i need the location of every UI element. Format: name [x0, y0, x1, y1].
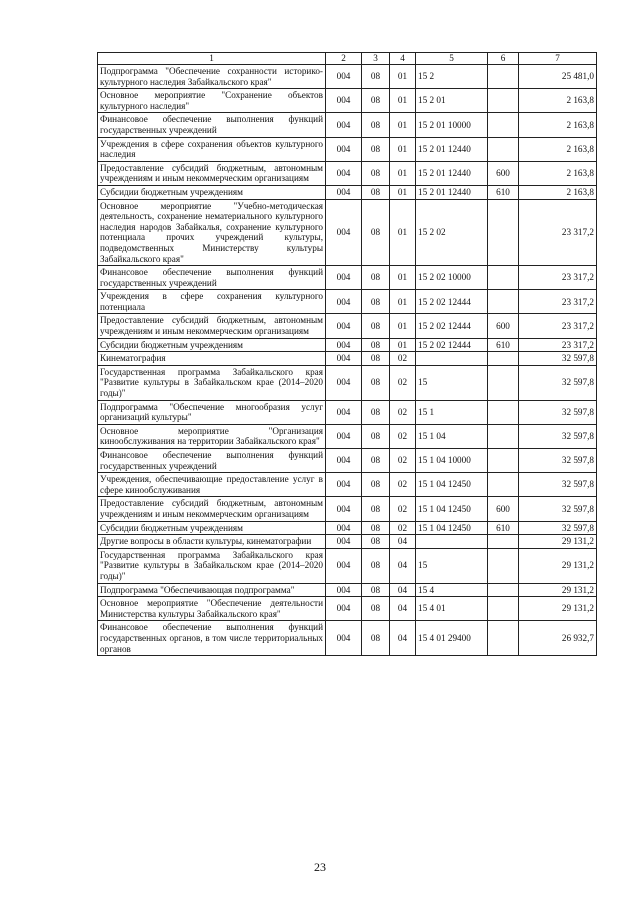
row-amount-cell: 23 317,2: [519, 338, 597, 352]
row-expense-type-cell: [488, 266, 519, 290]
row-name-cell: Финансовое обеспечение выполнения функций государственных учреждений: [98, 266, 326, 290]
row-name-cell: Подпрограмма "Обеспечение сохранности историко-культурного наследия Забайкальского края": [98, 65, 326, 89]
row-grbs-cell: 004: [326, 352, 362, 366]
row-amount-cell: 32 597,8: [519, 473, 597, 497]
row-name-cell: Учреждения, обеспечивающие предоставление услуг в сфере кинообслуживания: [98, 473, 326, 497]
row-subsection-cell: 02: [390, 497, 416, 521]
row-subsection-cell: 04: [390, 597, 416, 621]
row-target-code-cell: [416, 352, 488, 366]
row-amount-cell: 23 317,2: [519, 314, 597, 338]
row-expense-type-cell: 600: [488, 314, 519, 338]
row-expense-type-cell: [488, 290, 519, 314]
row-amount-cell: 32 597,8: [519, 365, 597, 400]
row-section-cell: 08: [362, 424, 390, 448]
budget-table: [97, 52, 597, 656]
row-section-cell: 08: [362, 290, 390, 314]
column-header-2: 2: [326, 53, 362, 65]
table-row: [98, 113, 597, 137]
row-section-cell: 08: [362, 521, 390, 535]
row-name-cell: Подпрограмма "Обеспечение многообразия услуг организаций культуры": [98, 400, 326, 424]
row-name-cell: Субсидии бюджетным учреждениям: [98, 185, 326, 199]
row-target-code-cell: 15 4 01 29400: [416, 621, 488, 656]
row-expense-type-cell: [488, 113, 519, 137]
table-row: [98, 400, 597, 424]
row-name-cell: Основное мероприятие "Сохранение объектов культурного наследия": [98, 89, 326, 113]
row-expense-type-cell: [488, 473, 519, 497]
table-row: [98, 583, 597, 597]
row-target-code-cell: 15 2 01 12440: [416, 161, 488, 185]
row-amount-cell: 32 597,8: [519, 497, 597, 521]
row-subsection-cell: 04: [390, 548, 416, 583]
row-grbs-cell: 004: [326, 338, 362, 352]
row-grbs-cell: 004: [326, 137, 362, 161]
row-expense-type-cell: [488, 199, 519, 266]
row-target-code-cell: 15 4: [416, 583, 488, 597]
row-expense-type-cell: [488, 597, 519, 621]
column-header-4: 4: [390, 53, 416, 65]
row-subsection-cell: 01: [390, 185, 416, 199]
row-amount-cell: 23 317,2: [519, 266, 597, 290]
table-row: [98, 266, 597, 290]
row-section-cell: 08: [362, 199, 390, 266]
row-grbs-cell: 004: [326, 314, 362, 338]
row-expense-type-cell: [488, 583, 519, 597]
row-expense-type-cell: [488, 365, 519, 400]
row-target-code-cell: 15 1 04 10000: [416, 449, 488, 473]
row-amount-cell: 29 131,2: [519, 535, 597, 549]
table-row: [98, 535, 597, 549]
row-grbs-cell: 004: [326, 497, 362, 521]
row-section-cell: 08: [362, 314, 390, 338]
row-expense-type-cell: 610: [488, 521, 519, 535]
row-section-cell: 08: [362, 449, 390, 473]
row-subsection-cell: 02: [390, 449, 416, 473]
row-section-cell: 08: [362, 400, 390, 424]
table-row: [98, 548, 597, 583]
row-grbs-cell: 004: [326, 161, 362, 185]
row-subsection-cell: 01: [390, 266, 416, 290]
table-row: [98, 365, 597, 400]
row-subsection-cell: 01: [390, 161, 416, 185]
row-target-code-cell: 15: [416, 548, 488, 583]
table-row: [98, 521, 597, 535]
table-row: [98, 314, 597, 338]
row-expense-type-cell: [488, 400, 519, 424]
row-grbs-cell: 004: [326, 400, 362, 424]
row-target-code-cell: 15 2 01 10000: [416, 113, 488, 137]
row-section-cell: 08: [362, 89, 390, 113]
table-row: [98, 497, 597, 521]
row-grbs-cell: 004: [326, 521, 362, 535]
row-grbs-cell: 004: [326, 113, 362, 137]
row-expense-type-cell: 600: [488, 161, 519, 185]
row-amount-cell: 23 317,2: [519, 290, 597, 314]
row-section-cell: 08: [362, 621, 390, 656]
row-grbs-cell: 004: [326, 621, 362, 656]
row-grbs-cell: 004: [326, 535, 362, 549]
row-section-cell: 08: [362, 266, 390, 290]
row-name-cell: Основное мероприятие "Учебно-методическая деятельность, сохранение нематериального культурного наследия народов Забайкалья, сохранение культурного потенциала прочих учреждений культуры, подведомственных Министерству культуры Забайкальского края": [98, 199, 326, 266]
row-subsection-cell: 04: [390, 621, 416, 656]
row-amount-cell: 32 597,8: [519, 424, 597, 448]
row-target-code-cell: 15 2: [416, 65, 488, 89]
row-name-cell: Финансовое обеспечение выполнения функций государственных органов, в том числе территориальных органов: [98, 621, 326, 656]
row-section-cell: 08: [362, 185, 390, 199]
row-name-cell: Предоставление субсидий бюджетным, автономным учреждениям и иным некоммерческим организациям: [98, 314, 326, 338]
row-amount-cell: 26 932,7: [519, 621, 597, 656]
row-amount-cell: 2 163,8: [519, 185, 597, 199]
row-amount-cell: 32 597,8: [519, 449, 597, 473]
row-expense-type-cell: [488, 352, 519, 366]
row-target-code-cell: 15 2 02 10000: [416, 266, 488, 290]
row-expense-type-cell: [488, 89, 519, 113]
row-amount-cell: 2 163,8: [519, 137, 597, 161]
table-row: [98, 161, 597, 185]
row-amount-cell: 23 317,2: [519, 199, 597, 266]
row-subsection-cell: 01: [390, 199, 416, 266]
row-name-cell: Учреждения в сфере сохранения культурного потенциала: [98, 290, 326, 314]
row-subsection-cell: 01: [390, 137, 416, 161]
row-target-code-cell: 15 1 04 12450: [416, 521, 488, 535]
row-subsection-cell: 01: [390, 314, 416, 338]
table-row: [98, 621, 597, 656]
row-target-code-cell: 15 2 02: [416, 199, 488, 266]
row-section-cell: 08: [362, 338, 390, 352]
row-name-cell: Кинематография: [98, 352, 326, 366]
row-target-code-cell: 15 2 01: [416, 89, 488, 113]
column-header-6: 6: [488, 53, 519, 65]
row-grbs-cell: 004: [326, 365, 362, 400]
row-section-cell: 08: [362, 113, 390, 137]
row-name-cell: Субсидии бюджетным учреждениям: [98, 521, 326, 535]
row-grbs-cell: 004: [326, 473, 362, 497]
row-target-code-cell: 15 1: [416, 400, 488, 424]
row-amount-cell: 32 597,8: [519, 352, 597, 366]
row-name-cell: Другие вопросы в области культуры, кинематографии: [98, 535, 326, 549]
row-subsection-cell: 04: [390, 583, 416, 597]
row-target-code-cell: 15 2 02 12444: [416, 314, 488, 338]
row-name-cell: Предоставление субсидий бюджетным, автономным учреждениям и иным некоммерческим организациям: [98, 161, 326, 185]
row-amount-cell: 29 131,2: [519, 597, 597, 621]
row-expense-type-cell: [488, 449, 519, 473]
row-target-code-cell: 15 1 04: [416, 424, 488, 448]
row-amount-cell: 2 163,8: [519, 113, 597, 137]
row-subsection-cell: 02: [390, 352, 416, 366]
row-subsection-cell: 01: [390, 338, 416, 352]
row-grbs-cell: 004: [326, 266, 362, 290]
row-target-code-cell: [416, 535, 488, 549]
row-expense-type-cell: 600: [488, 497, 519, 521]
row-subsection-cell: 02: [390, 400, 416, 424]
row-name-cell: Подпрограмма "Обеспечивающая подпрограмма": [98, 583, 326, 597]
row-grbs-cell: 004: [326, 89, 362, 113]
row-grbs-cell: 004: [326, 290, 362, 314]
table-row: [98, 137, 597, 161]
row-target-code-cell: 15 2 01 12440: [416, 185, 488, 199]
row-name-cell: Основное мероприятие "Организация кинообслуживания на территории Забайкальского края": [98, 424, 326, 448]
row-section-cell: 08: [362, 583, 390, 597]
row-expense-type-cell: [488, 535, 519, 549]
page-number: 23: [314, 860, 326, 874]
row-expense-type-cell: 610: [488, 185, 519, 199]
row-amount-cell: 25 481,0: [519, 65, 597, 89]
table-row: [98, 597, 597, 621]
row-target-code-cell: 15 4 01: [416, 597, 488, 621]
row-section-cell: 08: [362, 473, 390, 497]
row-grbs-cell: 004: [326, 65, 362, 89]
row-section-cell: 08: [362, 548, 390, 583]
table-row: [98, 424, 597, 448]
row-name-cell: Государственная программа Забайкальского края "Развитие культуры в Забайкальском крае (2014–2020 годы)": [98, 365, 326, 400]
row-grbs-cell: 004: [326, 583, 362, 597]
row-expense-type-cell: [488, 548, 519, 583]
row-section-cell: 08: [362, 497, 390, 521]
row-grbs-cell: 004: [326, 597, 362, 621]
row-grbs-cell: 004: [326, 199, 362, 266]
table-body: [98, 65, 597, 656]
row-section-cell: 08: [362, 161, 390, 185]
column-header-1: 1: [98, 53, 326, 65]
row-expense-type-cell: [488, 137, 519, 161]
row-subsection-cell: 01: [390, 290, 416, 314]
row-target-code-cell: 15 2 02 12444: [416, 338, 488, 352]
row-target-code-cell: 15 2 02 12444: [416, 290, 488, 314]
row-grbs-cell: 004: [326, 424, 362, 448]
row-target-code-cell: 15 1 04 12450: [416, 473, 488, 497]
row-name-cell: Финансовое обеспечение выполнения функций государственных учреждений: [98, 449, 326, 473]
row-section-cell: 08: [362, 137, 390, 161]
table-row: [98, 352, 597, 366]
row-name-cell: Финансовое обеспечение выполнения функций государственных учреждений: [98, 113, 326, 137]
column-header-7: 7: [519, 53, 597, 65]
row-name-cell: Основное мероприятие "Обеспечение деятельности Министерства культуры Забайкальского края": [98, 597, 326, 621]
row-section-cell: 08: [362, 65, 390, 89]
row-grbs-cell: 004: [326, 185, 362, 199]
row-subsection-cell: 02: [390, 365, 416, 400]
row-subsection-cell: 02: [390, 521, 416, 535]
row-expense-type-cell: [488, 65, 519, 89]
row-section-cell: 08: [362, 597, 390, 621]
row-subsection-cell: 01: [390, 65, 416, 89]
row-target-code-cell: 15 2 01 12440: [416, 137, 488, 161]
column-header-5: 5: [416, 53, 488, 65]
row-expense-type-cell: [488, 621, 519, 656]
table-row: [98, 290, 597, 314]
row-grbs-cell: 004: [326, 449, 362, 473]
row-name-cell: Предоставление субсидий бюджетным, автономным учреждениям и иным некоммерческим организациям: [98, 497, 326, 521]
row-amount-cell: 29 131,2: [519, 548, 597, 583]
row-target-code-cell: 15 1 04 12450: [416, 497, 488, 521]
table-row: [98, 449, 597, 473]
row-amount-cell: 29 131,2: [519, 583, 597, 597]
row-amount-cell: 32 597,8: [519, 521, 597, 535]
row-amount-cell: 32 597,8: [519, 400, 597, 424]
row-section-cell: 08: [362, 535, 390, 549]
column-number-header-row: [98, 53, 597, 65]
row-subsection-cell: 04: [390, 535, 416, 549]
row-section-cell: 08: [362, 352, 390, 366]
row-amount-cell: 2 163,8: [519, 89, 597, 113]
table-row: [98, 89, 597, 113]
row-grbs-cell: 004: [326, 548, 362, 583]
row-amount-cell: 2 163,8: [519, 161, 597, 185]
row-subsection-cell: 01: [390, 113, 416, 137]
row-subsection-cell: 01: [390, 89, 416, 113]
row-expense-type-cell: [488, 424, 519, 448]
column-header-3: 3: [362, 53, 390, 65]
table-row: [98, 185, 597, 199]
row-subsection-cell: 02: [390, 473, 416, 497]
row-name-cell: Субсидии бюджетным учреждениям: [98, 338, 326, 352]
row-section-cell: 08: [362, 365, 390, 400]
row-expense-type-cell: 610: [488, 338, 519, 352]
table-row: [98, 473, 597, 497]
row-name-cell: Государственная программа Забайкальского края "Развитие культуры в Забайкальском крае (2014–2020 годы)": [98, 548, 326, 583]
table-row: [98, 65, 597, 89]
row-target-code-cell: 15: [416, 365, 488, 400]
row-name-cell: Учреждения в сфере сохранения объектов культурного наследия: [98, 137, 326, 161]
table-row: [98, 338, 597, 352]
row-subsection-cell: 02: [390, 424, 416, 448]
table-row: [98, 199, 597, 266]
